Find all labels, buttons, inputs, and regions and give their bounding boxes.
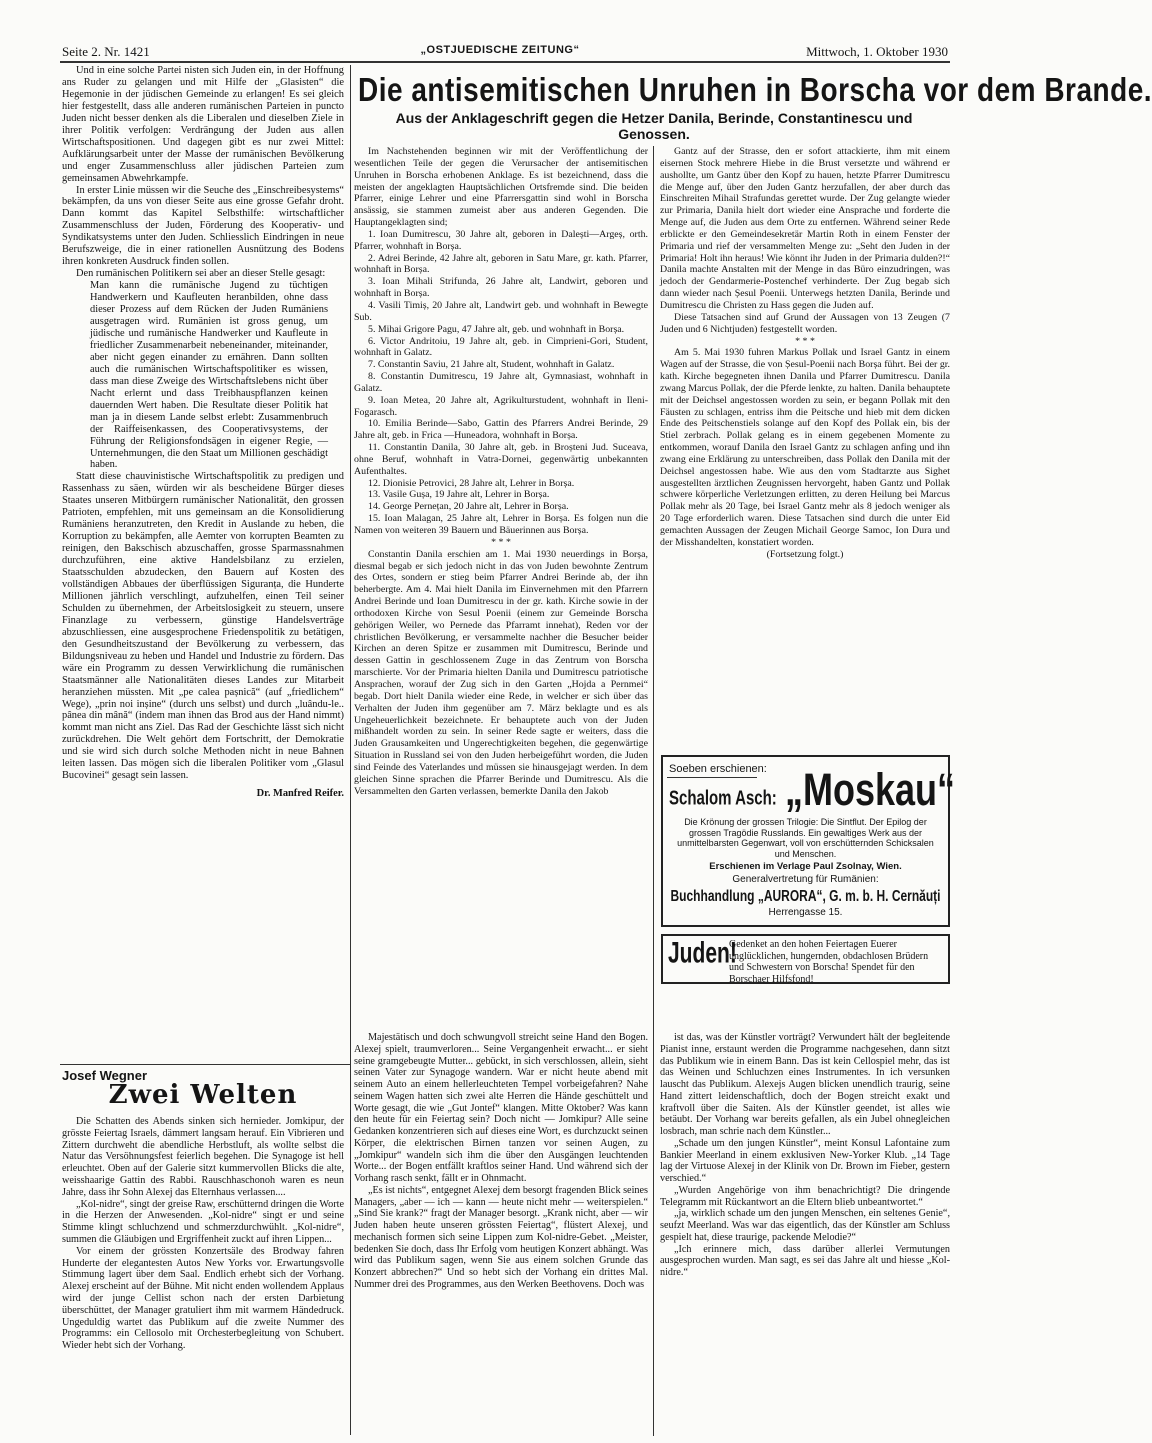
paragraph: „Es ist nichts“, entgegnet Alexej dem besorgt fragenden Blick seines Managers, „aber — ich — kann — heute nicht mehr — weiterspielen.“ „Sind Sie krank?“ fragt der Manager besorgt. „Krank nicht, aber — wir Juden haben heute unseren grössten Feiertag“, flüstert Alexej, und mechanisch formen sich seine Lippen zum Kol-nidre-Gebet. „Meister, bedenken Sie doch, dass Ihr Erfolg vom heutigen Konzert abhängt. Was wird das Publikum sagen, wenn Sie aus einem solchen Grunde das Konzert abbrechen?“ Und so hebt sich der Vorhang ein drittes Mal. Nummer drei des Programmes, aus den Werken Beethovens. Doch was <box>354 1184 648 1290</box>
defendant-entry: 1. Ioan Dumitrescu, 30 Jahre alt, geboren in Dalești—Argeș, orth. Pfarrer, wohnhaft in Borșa. <box>354 228 648 252</box>
defendant-entry: 13. Vasile Gușa, 19 Jahre alt, Lehrer in Borșa. <box>368 489 550 501</box>
ad-bookshop: Buchhandlung „AURORA“, G. m. b. H. Cernăuți <box>670 886 941 906</box>
defendant-entry: 5. Mihai Grigore Pagu, 47 Jahre alt, geb. und wohnhaft in Borșa. <box>368 323 625 335</box>
defendant-entry: 3. Ioan Mihali Strifunda, 26 Jahre alt, Landwirt, geboren und wohnhaft in Borșa. <box>354 276 648 300</box>
article-column-1 <box>354 146 648 1066</box>
advertisement-moskau <box>661 755 956 927</box>
defendant-entry: 6. Victor Andritoiu, 19 Jahre alt, geb. in Cimprieni-Gori, Student, wohnhaft in Galatz. <box>354 335 648 359</box>
defendant-entry: 11. Constantin Danila, 30 Jahre alt, geb. in Broșteni Jud. Suceava, ohne Beruf, wohnhaft in Vatra-Dornei, gegenwärtig unbekannten Aufenthaltes. <box>354 442 648 477</box>
story-column-3 <box>660 1032 950 1412</box>
story-column-2 <box>354 1032 648 1434</box>
ad-agency: Generalvertretung für Rumänien: <box>732 874 879 885</box>
article-headline: Die antisemitischen Unruhen in Borscha vor dem Brande. <box>358 70 1152 108</box>
ad-author: Schalom Asch: <box>669 787 777 810</box>
paragraph: „Schade um den jungen Künstler“, meint Konsul Lafontaine zum Bankier Meerland in einem exklusiven New-Yorker Klub. „14 Tage lag der Virtuose Alexej in der Klinik von Dr. Brown im Fieber, gestern verschied.“ <box>660 1137 950 1184</box>
defendant-entry: 10. Emilia Berinde—Sabo, Gattin des Pfarrers Andrei Berinde, 29 Jahre alt, geb. in Frica —Huneadora, wohnhaft in Borșa. <box>354 418 648 442</box>
paragraph: Statt diese chauvinistische Wirtschaftspolitik zu predigen und Rassenhass zu säen, würden wir als bescheidene Bürger dieses Staates unseren Mitbürgern rumänischer Nationalität, den grossen Patrioten, empfehlen, mit uns gemeinsam an die Konsolidierung Rumäniens heranzutreten, den Kredit in Auslande zu heben, die Korruption zu bekämpfen, alle Aemter von korrupten Beamten zu reinigen, den Bakschisch abzuschaffen, grosse Sparmassnahmen durchzuführen, eine aktive Handelsbilanz zu erzielen, Staatsschulden abzudecken, den Bauern auf Kosten des vollständigen Abbaues der überflüssigen Siguranța, die Hunderte Millionen jährlich verschlingt, aufzuhelfen, einen Teil seiner Schulden zu übernehmen, der Arbeitslosigkeit zu steuern, unsere Finanzlage zu verbessern, günstige Handelsverträge abzuschliessen, eine ausgesprochene Friedenspolitik zu betätigen, den Gesundheitszustand der Bevölkerung zu verbessern, das Bildungsniveau zu heben und Handel und Industrie zu fördern. Das wäre ein Programm zu dessen Verwirklichung die rumänischen Staatsmänner alle Nationalitäten dieses Landes zur Mitarbeit heranziehen müssten. Mit „pe calea pașnică“ (auf „friedlichem“ Wege), „prin noi inșine“ (durch uns selbst) und durch „luându-le.. pânea din mână“ (indem man ihnen das Brod aus der Hand nimmt) kommt man nicht ans Ziel. Das Rad der Geschichte lässt sich nicht zurückdrehen. Die Welt gehört dem Fortschritt, der Demokratie und sie wird sich durch solche Methoden nicht in neue Bahnen leiten lassen. Das mögen sich die liberalen Politiker vom „Glasul Bucovinei“ gesagt sein lassen. <box>62 471 344 782</box>
appeal-text: Gedenket an den hohen Feiertagen Euerer unglücklichen, hungernden, obdachlosen Brüdern und Schwestern von Borscha! Spendet für den Borschaer Hilfsfond! <box>729 939 929 985</box>
page-number: Seite 2. Nr. 1421 <box>62 44 150 59</box>
defendant-entry: 15. Ioan Malagan, 25 Jahre alt, Lehrer in Borșa. Es folgen nun die Namen von weiteren 39 Bauern und Bäuerinnen aus Borșa. <box>354 513 648 536</box>
paragraph: Gantz auf der Strasse, den er sofort attackierte, ihm mit einem eisernen Stock mehrere Hiebe in die Brust versetzte und während er aushollte, um Gantz über den Kopf zu hauen, hetzte Pfarrer Dumitrescu die Menge auf, über den Juden Gantz herzufallen, der aber durch das Einschreiten Mihail Strafundas gerettet wurde. Der Zug gelangte wieder zur Primaria, Danila hielt dort wieder eine Ansprache und forderte die Menge auf, die Juden aus dem Orte zu entfernen. Während seiner Rede erblickte er den Gemeindesekretär Martin Roth in einem Fenster der Primaria und rief der versammelten Menge zu: „Seht den Juden in der Primaria! Holt ihn heraus! Wie könnt ihr Juden in der Primaria dulden?!“ Danila machte Anstalten mit der Menge in das Büro einzudringen, was jedoch der Gendarmerie-Postenchef verhinderte. Der Zug begab sich dann wieder nach Șesul Poenii. Unterwegs hetzten Danila, Berinde und Dumitrescu die Christen zu Hass gegen die Juden auf. <box>660 146 950 311</box>
paragraph: Majestätisch und doch schwungvoll streicht seine Hand den Bogen. Alexej spielt, traumverloren... Seine Vergangenheit erwacht... er sieht seine gramgebeugte Mutter... gebückt, in sich verschlossen, allein, sieht seinen Vater zur Synagoge wandern. War er nicht heute abend mit seinem Auto an einem hellerleuchteten Tempel vorbeigefahren? Nahe seinem Wagen hatten sich zwei alte Herren die Hände geschüttelt und Worte gesagt, die wie „Gut Jontef“ klangen. Mitte Oktober? Was kann den heute für ein Feiertag sein? Doch nicht — Jomkipur? Alle seine Gedanken konzentrieren sich auf dieses eine Wort, es durchzuckt seinen Körper, die elektrischen Birnen tanzen vor seinen Augen, zu „Jomkipur“ wandeln sich ihm die über den Ausgängen leuchtenden Worte... der Bogen entfällt kraftlos seiner Hand. Und während sich der Vorhang rasch senkt, fällt er in Ohnmacht. <box>354 1032 648 1184</box>
defendant-entry: 2. Adrei Berinde, 42 Jahre alt, geboren in Satu Mare, gr. kath. Pfarrer, wohnhaft in Borșa. <box>354 252 648 276</box>
ad-rule <box>667 777 757 778</box>
column-rule <box>350 65 351 1435</box>
paragraph: Vor einem der grössten Konzertsäle des Brodway fahren Hunderte der elegantesten Autos New Yorks vor. Erwartungsvolle Stimmung lagert über dem Saal. Endlich erhebt sich der Vorhang. Alexej erscheint auf der Bühne. Mit nicht enden wollendem Applaus wird der junge Cellist schon nach der ersten Darbietung überschüttet, der Manager gratuliert ihm mit warmem Händedruck. Ungeduldig wartet das Publikum auf die zweite Nummer des Programms: ein Cellosolo mit Orchesterbegleitung von Schubert. Wieder hebt sich der Vorhang. <box>62 1245 344 1352</box>
editorial-column <box>62 65 344 950</box>
paragraph: „Wurden Angehörige von ihm benachrichtigt? Die dringende Telegramm mit Rückantwort an die Eltern blieb unbeantwortet.“ <box>660 1184 950 1208</box>
story-author: Josef Wegner <box>62 1068 148 1083</box>
paragraph: „Ich erinnere mich, dass darüber allerlei Vermutungen ausgesprochen wurden. Man sagt, es sei das Jahre alt und hiesse „Kol-nidre.“ <box>660 1243 950 1278</box>
section-separator: * * * <box>491 536 511 548</box>
paragraph: In erster Linie müssen wir die Seuche des „Einschreibesystems“ bekämpfen, da uns von dieser Seite aus eine grosse Gefahr droht. Dann kommt das Kapitel Selbsthilfe: wirtschaftlicher Zusammenschluss der Juden, Förderung des Kooperativ- und Syndikatsystems unter den Juden. Schliesslich Eindringen in neue Berufszweige, die in einer rationellen Ausnützung des Bodens ihren konkreten Ausdruck finden sollen. <box>62 184 344 268</box>
paragraph: Diese Tatsachen sind auf Grund der Aussagen von 13 Zeugen (7 Juden und 6 Nichtjuden) festgestellt worden. <box>660 311 950 335</box>
defendant-entry: 4. Vasili Timiș, 20 Jahre alt, Landwirt geb. und wohnhaft in Bewegte Sub. <box>354 299 648 323</box>
paragraph-quote: Man kann die rumänische Jugend zu tüchtigen Handwerkern und Kaufleuten heranbilden, ohne dass dieser Prozess auf dem Rücken der Juden Rumäniens ausgetragen wird. Rumänien ist gross genug, um jüdische und rumänische Handwerker und Kaufleute in friedlicher Zusammenarbeit nebeneinander, miteinander, aber nicht gegen einander zu ernähren. Dann sollten auch die rumänischen Wirtschaftspolitiker es wissen, dass man diese Zweige des Wirtschaftslebens nicht über Nacht erlernt und dass Treibhauspflanzen keinen dauernden Wert haben. Die Resultate dieser Politik hat man ja in diesem Lande selbst erlebt: Zusammenbruch der Raiffeisenkassen, des Cooperativsystems, der Führung der Religionsfondsägen in eigener Regie, — Unternehmungen, die den Staat um Millionen geschädigt haben. <box>90 280 328 471</box>
advertisement-appeal <box>661 934 950 984</box>
section-rule <box>60 1064 350 1065</box>
ad-description: Die Krönung der grossen Trilogie: Die Sintflut. Der Epilog der grossen Tragödie Russlands. Ein gewaltiges Werk aus der unmittelbarsten Gegenwart, voll von erschütternden Schicksalen und Menschen. <box>677 817 934 859</box>
ad-book-title: „Moskau“ <box>785 763 956 815</box>
ad-address: Herrengasse 15. <box>768 907 843 918</box>
author-signature: Dr. Manfred Reifer. <box>256 788 344 800</box>
ad-intro: Soeben erschienen: <box>669 763 767 775</box>
ad-publisher: Erschienen im Verlage Paul Zsolnay, Wien. <box>709 861 902 872</box>
continuation-note: (Fortsetzung folgt.) <box>766 548 844 560</box>
defendant-entry: 8. Constantin Dumitrescu, 19 Jahre alt, Gymnasiast, wohnhaft in Galatz. <box>354 371 648 394</box>
paragraph: Die Schatten des Abends sinken sich hernieder. Jomkipur, der grösste Feiertag Israels, dämmert langsam herauf. Ein Vibrieren und Zittern durchweht die abendliche Herbstluft, als wollte selbst die Natur das Versöhnungsfest feierlich begehen. Die Synagoge ist hell erleuchtet. Oben auf der Galerie sitzt kummervollen Blicks die alte, weisshaarige Gattin des Rabbi. Rauschhaschonoh waren es neun Jahre, dass ihr Sohn Alexej das Elternhaus verlassen.... <box>62 1116 344 1198</box>
defendant-entry: 7. Constantin Saviu, 21 Jahre alt, Student, wohnhaft in Galatz. <box>368 359 615 371</box>
paragraph: „Kol-nidre“, singt der greise Raw, erschütternd dringen die Worte in die Herzen der Anwesenden. „Kol-nidre“ singt er und seine Stimme klingt schluchzend und schmerzdurchwühlt. „Kol-nidre“, summen die Gläubigen und Ergriffenheit zuckt auf ihren Lippen... <box>62 1198 344 1245</box>
article-subheadline: Aus der Anklageschrift gegen die Hetzer Danila, Berinde, Constantinescu und Genossen. <box>395 110 913 142</box>
paragraph: ist das, was der Künstler vorträgt? Verwundert hält der begleitende Pianist inne, erstaunt werden die Programme nachgesehen, dann sitzt das Publikum wie in einem Bann. Das ist kein Cellospiel mehr, das ist das Weinen und Schluchzen eines Instrumentes. In ich versunken lauscht das Publikum. Alexejs Augen blicken unendlich traurig, seine Hand zittert leidenschaftlich, doch der Bogen streicht exakt und kraftvoll über die Saiten. Als der Künstler geendet, ist alles wie betäubt. Der Vorhang war bereits gefallen, als ein Jubel ohnegleichen losbrach, man schrie nach dem Künstler... <box>660 1032 950 1137</box>
appeal-headline: Juden! <box>668 937 737 970</box>
newspaper-name: „OSTJUEDISCHE ZEITUNG“ <box>420 44 580 56</box>
paragraph: Am 5. Mai 1930 fuhren Markus Pollak und Israel Gantz in einem Wagen auf der Strasse, die von Șesul-Poenii nach Borșa führt. Bei der gr. kath. Kirche begegneten ihnen Danila und Pfarrer Dumitrescu. Danila zwang Marcus Pollak, der die Pferde lenkte, zu halten. Danila behauptete mit der Deichsel angestossen worden zu sein, er begann Pollak mit den Fäusten zu schlagen, entriss ihm die Peitsche und hieb mit dem dicken Ende des Peitschenstiels solange auf den Kopf des Pollak ein, bis der Stiel zerbrach. Pollak gelang es in einem gegebenen Momente zu entkommen, worauf Danila den Israel Gantz zu schlagen anfing und ihn zwang eine Erklärung zu unterschreiben, dass Pollak den Danila mit der Deichsel angestossen habe. Wie aus den vom Stadtarzte aus Sighet ausgestellten ärztlichen Zeugnissen hervorgeht, haben Gantz und Pollak schwere körperliche Verletzungen erlitten, zu deren Heilung bei Marcus Pollak mehr als 20 Tage, bei Israel Gantz mehr als 8 jedoch weniger als 20 Tage erforderlich waren. Diese Tatsachen sind durch die unter Eid gemachten Aussagen der Zeugen Michail George Samoc, Ion Dura und der Misshandelten, konstatiert worden. <box>660 347 950 548</box>
paragraph: Den rumänischen Politikern sei aber an dieser Stelle gesagt: <box>76 268 326 280</box>
paragraph: Und in eine solche Partei nisten sich Juden ein, in der Hoffnung ans Ruder zu gelangen und mit Hilfe der „Glasisten“ die Hegemonie in der jüdischen Gemeinde zu erlangen! Es sei gleich hier festgestellt, dass alle anderen rumänischen Parteien in puncto Juden nicht besser denken als die Liberalen und dieselben Ziele in ihrer Politik verfolgen: Verdrängung der Juden aus allen Wirtschaftspositionen. Und dagegen gibt es nur zwei Mittel: Aufklärungsarbeit unter der Masse der rumänischen Bevölkerung und enger Zusammenschluss aller jüdischen Parteien zum gemeinsamen Abwehrkampfe. <box>62 65 344 184</box>
issue-date: Mittwoch, 1. Oktober 1930 <box>806 44 948 59</box>
paragraph: Constantin Danila erschien am 1. Mai 1930 neuerdings in Borșa, diesmal begab er sich jedoch nicht in das von Juden bewohnte Zentrum des Ortes, sondern er stieg beim Pfarrer Andrei Berinde ab, der ihn beherbergte. Am 4. Mai hielt Danila im Einvernehmen mit den Pfarrern Andrei Berinde und Ioan Dumitrescu in der gr. kath. Kirche sowie in der orthodoxen Kirche von Sesul Poenii (einem zur Gemeinde Borscha gehörigen Weiler, wo Pernede das Pfarramt innehat), Reden vor der christlichen Bevölkerung, er versammelte nachher die Besucher beider Kirchen an deren Spitze er zusammen mit Dumitrescu, Berinde und dessen Gattin in geschlossenem Zuge in das Zentrum von Borscha marschierte. Vor der Primaria hielten Danila und Dumitrescu patriotische Ansprachen, worauf der Zug sich in den Garten „Hojda a Pernmei“ begab. Dort hielt Danila wieder eine Rede, in welcher er sich über das Verhalten der Juden ihm gegenüber am 7. März beklagte und es als Ungeheuerlichkeit bezeichnete. Er behauptete auch von der Juden mißhandelt worden zu sein. In seiner Rede sagte er weiters, dass die Juden Grausamkeiten und Ungerechtigkeiten begehen, die gegenwärtige Situation in Russland sei von den Juden herbeigeführt worden, die Juden sind Feinde des Vaterlandes und müssen sie hinausgejagt werden. In dem gleichen Sinne sprachen die Pfarrer Berinde und Dumitrescu. Als die Versammelten den Garten verlassen, bemerkte Danila den Jakob <box>354 548 648 797</box>
section-separator: * * * <box>795 335 815 347</box>
header-rule <box>60 61 950 63</box>
story-column-1 <box>62 1116 344 1434</box>
story-title: Zwei Welten <box>108 1080 298 1110</box>
paragraph: „ja, wirklich schade um den jungen Menschen, ein seltenes Genie“, seufzt Meerland. Was war das eigentlich, das der Künstler am Schluss gespielt hat, diese traurige, packende Melodie?“ <box>660 1208 950 1243</box>
defendant-entry: 9. Ioan Metea, 20 Jahre alt, Agrikulturstudent, wohnhaft in Ileni-Fogarasch. <box>354 394 648 418</box>
paragraph: Im Nachstehenden beginnen wir mit der Veröffentlichung der wesentlichen Teile der gegen die Verursacher der antisemitischen Unruhen in Borscha erhobenen Anklage. Es ist bezeichnend, dass die meisten der angeklagten Hauptsächlichen Ortsfremde sind. Die beiden Pfarrer, einige Lehrer und eine Pfarrersgattin sind wohl in Borscha ansässig, sie stammen zumeist aber aus anderen Gegenden. Die Hauptangeklagten sind; <box>354 146 648 229</box>
column-rule <box>653 146 654 1436</box>
article-column-2 <box>660 146 950 736</box>
defendant-entry: 12. Dionisie Petrovici, 28 Jahre alt, Lehrer in Borșa. <box>368 477 575 489</box>
defendant-entry: 14. George Pernețan, 20 Jahre alt, Lehrer in Borșa. <box>368 501 569 513</box>
